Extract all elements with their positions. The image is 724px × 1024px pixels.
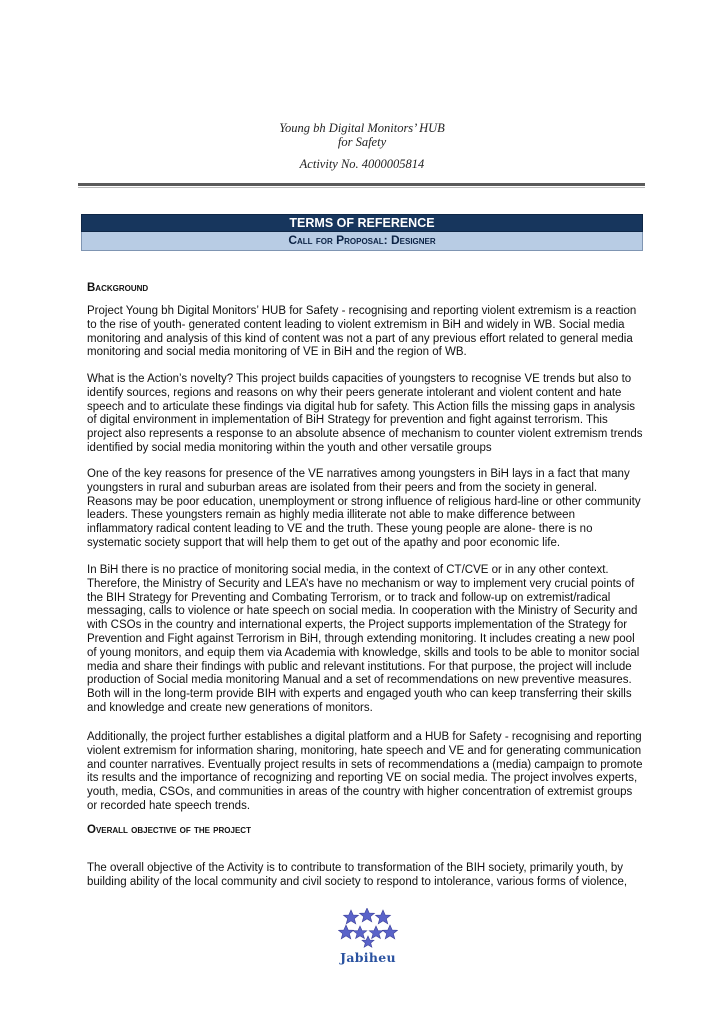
header-divider-thin — [78, 187, 645, 188]
logo-wordmark: Jabiheu — [340, 950, 396, 965]
background-paragraph-1 — [87, 305, 643, 360]
paragraph-text: What is the Action’s novelty? This project builds capacities of youngsters to recognise VE trends but also to identify sources, regions and reasons on why their peers generate intolerant and violent content and hate speech and to articulate these findings via digital hub for safety. This Action fills the missing gaps in analysis of digital environment in implementation of BiH Strategy for prevention and fight against terrorism. This project also represents a response to an absolute absence of mechanism to counter violent extremism trends identified by social media monitoring within the youth and other versatile groups — [87, 373, 643, 454]
background-heading: Background — [87, 282, 149, 294]
paragraph-text: The overall objective of the Activity is to contribute to transformation of the BIH society, primarily youth, by building ability of the local community and civil society to respond to intolerance, various forms of violence, — [87, 862, 628, 888]
header-divider — [78, 183, 645, 186]
paragraph-text: Project Young bh Digital Monitors’ HUB for Safety - recognising and reporting violent extremism is a reaction to the rise of youth- generated content leading to violent extremism in BiH and widely in WB. Social media monitoring and analysis of this kind of content was not a part of any previous effort related to general media monitoring and social media monitoring of VE in BiH and the region of WB. — [87, 305, 637, 359]
overall-objective-heading: Overall objective of the project — [87, 824, 251, 836]
jabiheu-logo — [338, 908, 398, 972]
paragraph-text: Additionally, the project further establishes a digital platform and a HUB for Safety - recognising and reporting violent extremism for information sharing, monitoring, hate speech and VE and for generating communication and counter narratives. Eventually project results in sets of recommendations a (media) campaign to promote its results and the importance of recognizing and reporting VE on social media. The project involves experts, youth, media, CSOs, and communities in areas of the country with higher concentration of extremist groups or recorded hate speech trends. — [87, 731, 643, 812]
background-paragraph-3 — [87, 468, 643, 551]
terms-of-reference-title: TERMS OF REFERENCE — [81, 214, 643, 232]
call-for-proposal-subtitle: Call for Proposal: Designer — [81, 232, 643, 251]
paragraph-text: In BiH there is no practice of monitoring social media, in the context of CT/CVE or in any other context. Therefore, the Ministry of Security and LEA’s have no mechanism or way to implement very crucial points of the BIH Strategy for Preventing and Combating Terrorism, or to track and follow-up on extremist/radical messaging, calls to violence or hate speech on social media. In cooperation with the Ministry of Security and with CSOs in the country and international experts, the Project supports implementation of the Strategy for Prevention and Fight against Terrorism in BiH, through extending monitoring. It includes creating a new pool of young monitors, and equip them via Academia with knowledge, skills and tools to be able to monitor social media and share their findings with public and relevant institutions. For that purpose, the project will include production of Social media monitoring Manual and a set of recommendations on new preventive measures. Both will in the long-term provide BIH with experts and engaged youth who can keep transferring their skills and knowledge and create new generations of monitors. — [87, 564, 640, 714]
header-project-title-line1: Young bh Digital Monitors’ HUB — [279, 121, 445, 135]
stars-icon — [338, 908, 398, 952]
background-paragraph-4 — [87, 564, 643, 716]
paragraph-text: One of the key reasons for presence of the VE narratives among youngsters in BiH lays in a fact that many youngsters in rural and suburban areas are isolated from their peers and from the society in general. Reasons may be poor education, unemployment or strong influence of religious hard-line or other community leaders. These youngsters remain as highly media illiterate not able to make difference between inflammatory radical content leading to VE and the truth. These young people are alone- there is no systematic society support that will help them to get out of the apathy and poor economic life. — [87, 468, 641, 549]
header-project-title-line2: for Safety — [337, 135, 387, 149]
header-activity-number: Activity No. 4000005814 — [299, 157, 425, 171]
overall-objective-paragraph — [87, 862, 643, 890]
background-paragraph-2 — [87, 373, 643, 456]
background-paragraph-5 — [87, 731, 643, 814]
